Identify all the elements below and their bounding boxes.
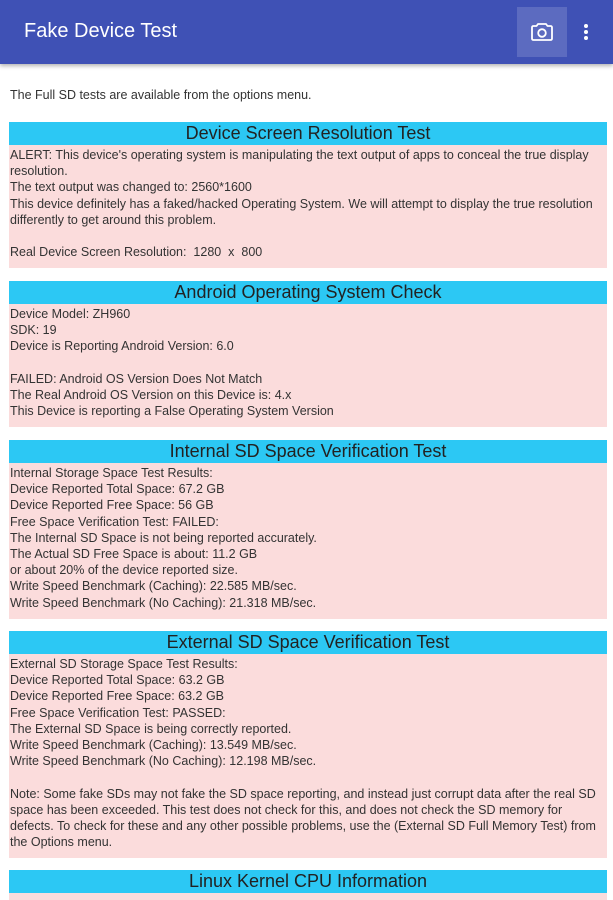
result-line: Device Model: ZH960 — [10, 307, 131, 321]
result-line: Device Reported Total Space: 63.2 GB — [10, 673, 225, 688]
section-linux-kernel-cpu — [9, 870, 607, 900]
result-line: Write Speed Benchmark (No Caching): 12.198 MB/sec. — [10, 754, 317, 769]
section-android-os-check — [9, 281, 607, 427]
result-line: Device is Reporting Android Version: 6.0 — [10, 339, 234, 354]
intro-text: The Full SD tests are available from the options menu. — [10, 88, 312, 102]
section-body — [9, 145, 607, 268]
result-line: The Real Android OS Version on this Device is: 4.x — [10, 388, 292, 402]
section-screen-resolution — [9, 122, 607, 268]
result-line: Device Reported Free Space: 56 GB — [10, 498, 214, 513]
section-title: Internal SD Space Verification Test — [9, 440, 607, 463]
result-line: SDK: 19 — [10, 323, 57, 338]
result-line: Free Space Verification Test: FAILED: — [10, 514, 219, 529]
app-bar — [0, 0, 613, 64]
result-line: FAILED: Android OS Version Does Not Match — [10, 371, 263, 386]
result-line: The External SD Space is being correctly reported. — [10, 721, 292, 736]
section-body — [9, 893, 607, 900]
result-line: The text output was changed to: 2560*1600 — [10, 180, 252, 195]
section-body — [9, 654, 607, 858]
more-vert-icon — [583, 23, 589, 41]
result-line: Real Device Screen Resolution: 1280 x 800 — [10, 245, 263, 260]
result-line: Write Speed Benchmark (Caching): 13.549 MB/sec. — [10, 738, 297, 753]
result-line — [10, 355, 607, 371]
note-text: Note: Some fake SDs may not fake the SD space reporting, and instead just corrupt data after the real SD space has been exceeded. This test does not check for this, and does not check the SD memory for defects. To check for these and any other possible problems, use the (External SD Full Memory Test) from the Options menu. — [10, 786, 596, 850]
result-line: Device Reported Free Space: 63.2 GB — [10, 689, 225, 704]
result-line: Write Speed Benchmark (No Caching): 21.318 MB/sec. — [10, 595, 317, 610]
app-title: Fake Device Test — [24, 20, 178, 42]
result-line: ALERT: This device's operating system is manipulating the text output of apps to conceal the true display resolution. — [10, 148, 593, 179]
result-line: The Internal SD Space is not being reported accurately. — [10, 530, 317, 545]
section-title: Device Screen Resolution Test — [9, 122, 607, 145]
section-internal-sd — [9, 440, 607, 619]
result-line: This Device is reporting a False Operating System Version — [10, 404, 334, 419]
result-line: Device Reported Total Space: 67.2 GB — [10, 482, 225, 497]
overflow-menu-button[interactable] — [570, 10, 602, 54]
result-line — [10, 228, 607, 244]
camera-icon — [531, 23, 553, 41]
section-body — [9, 304, 607, 427]
result-line — [10, 769, 607, 785]
camera-button[interactable] — [517, 7, 567, 57]
section-external-sd — [9, 631, 607, 858]
result-line: The Actual SD Free Space is about: 11.2 GB — [10, 547, 258, 562]
section-title: Android Operating System Check — [9, 281, 607, 304]
section-body — [9, 463, 607, 619]
result-line: This device definitely has a faked/hacked Operating System. We will attempt to display the true resolution differently to get around this problem. — [10, 196, 597, 227]
result-line: Internal Storage Space Test Results: — [10, 466, 213, 480]
result-line: Write Speed Benchmark (Caching): 22.585 MB/sec. — [10, 579, 297, 594]
result-line: External SD Storage Space Test Results: — [10, 657, 238, 671]
section-title: External SD Space Verification Test — [9, 631, 607, 654]
result-line: or about 20% of the device reported size. — [10, 563, 238, 578]
result-line: Free Space Verification Test: PASSED: — [10, 705, 226, 720]
section-title: Linux Kernel CPU Information — [9, 870, 607, 893]
